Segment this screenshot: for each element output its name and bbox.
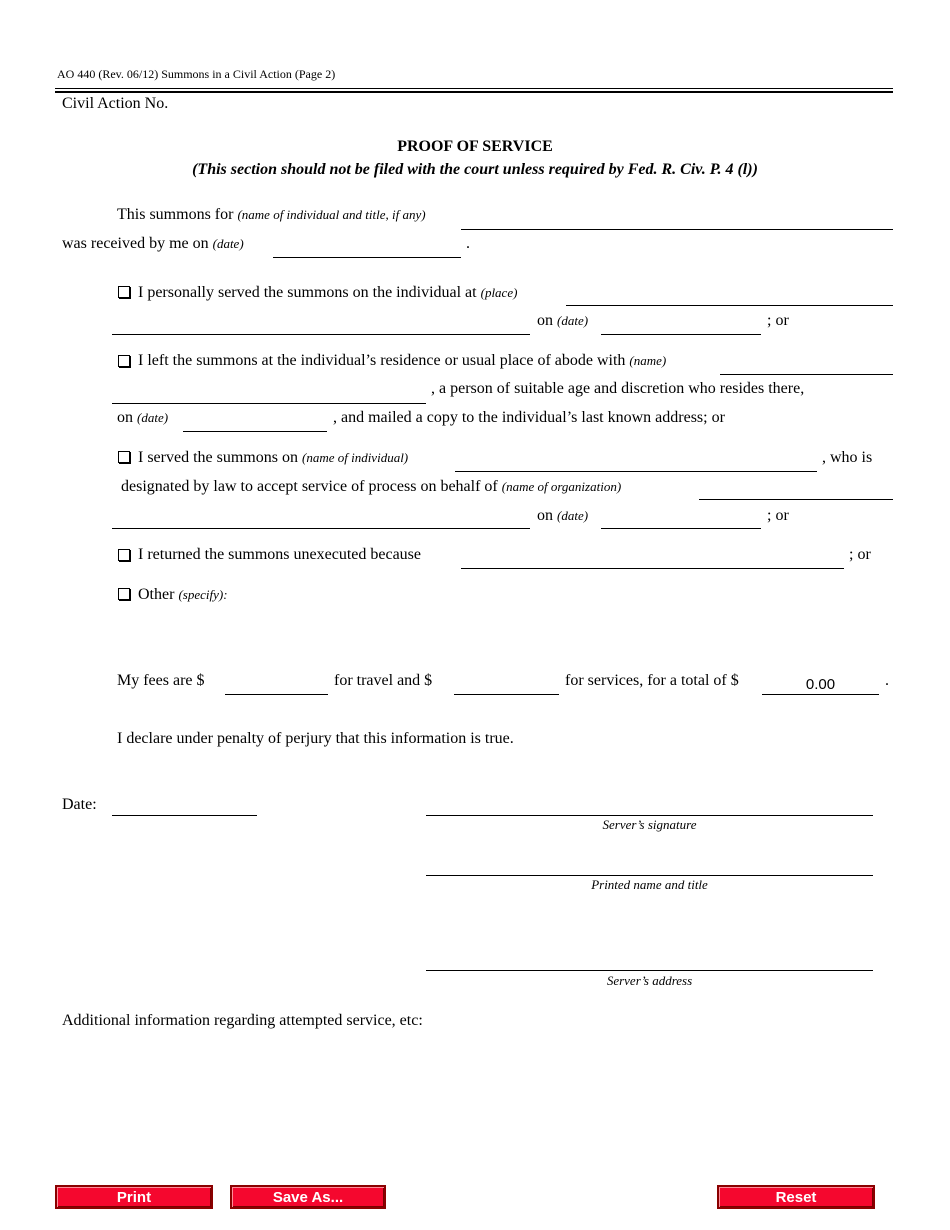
- printed-name-caption: Printed name and title: [591, 877, 708, 892]
- option1-on-label: on (date): [537, 312, 589, 329]
- header-rule-top: [55, 88, 893, 89]
- total-fee-value[interactable]: 0.00: [762, 674, 879, 695]
- returned-unexecuted-checkbox[interactable]: [118, 549, 130, 561]
- server-address-input[interactable]: [426, 905, 873, 971]
- option4-reason-input[interactable]: [461, 548, 844, 569]
- option3-or: ; or: [767, 507, 789, 524]
- received-by-label: was received by me on (date): [62, 235, 244, 252]
- print-button[interactable]: Print: [55, 1185, 213, 1209]
- option1-label: I personally served the summons on the individual at (place): [138, 284, 518, 301]
- option2-name-input[interactable]: [720, 354, 893, 375]
- option1-or: ; or: [767, 312, 789, 329]
- option3-label: I served the summons on (name of individual): [138, 449, 409, 466]
- travel-fee-input[interactable]: [225, 674, 328, 695]
- reset-button[interactable]: Reset: [717, 1185, 875, 1209]
- option3-individual-input[interactable]: [455, 451, 817, 472]
- civil-action-number-input[interactable]: [185, 93, 485, 113]
- option2-suitable-age-text: , a person of suitable age and discretion who resides there,: [431, 380, 805, 397]
- option2-mailed-text: , and mailed a copy to the individual’s last known address; or: [333, 409, 725, 426]
- option3-date-input[interactable]: [601, 508, 761, 529]
- page-subtitle: (This section should not be filed with the court unless required by Fed. R. Civ. P. 4 (l)): [192, 161, 758, 178]
- option5-label: Other (specify):: [138, 586, 228, 603]
- server-signature-caption: Server’s signature: [602, 817, 697, 832]
- other-specify-textarea[interactable]: [240, 584, 894, 638]
- option2-date-input[interactable]: [183, 411, 327, 432]
- option3-who-is: , who is: [822, 449, 873, 466]
- received-date-input[interactable]: [273, 237, 461, 258]
- additional-info-textarea[interactable]: [62, 1035, 896, 1169]
- option3-organization-input-2[interactable]: [112, 508, 530, 529]
- option3-on-label: on (date): [537, 507, 589, 524]
- personally-served-checkbox[interactable]: [118, 286, 130, 298]
- fees-label: My fees are $: [117, 672, 205, 689]
- option4-or: ; or: [849, 546, 871, 563]
- option1-date-input[interactable]: [601, 314, 761, 335]
- option1-place-input-2[interactable]: [112, 314, 530, 335]
- option2-label: I left the summons at the individual’s residence or usual place of abode with (name): [138, 352, 667, 369]
- option4-label: I returned the summons unexecuted because: [138, 546, 422, 563]
- date-label: Date:: [62, 796, 97, 813]
- civil-action-label: Civil Action No.: [62, 95, 169, 112]
- server-signature-input[interactable]: [426, 795, 873, 816]
- option2-name-input-2[interactable]: [112, 383, 426, 404]
- additional-info-label: Additional information regarding attempted service, etc:: [62, 1012, 423, 1029]
- services-total-label: for services, for a total of $: [565, 672, 739, 689]
- summons-for-label: This summons for (name of individual and title, if any): [117, 206, 426, 223]
- summons-for-input[interactable]: [461, 209, 893, 230]
- save-as-button[interactable]: Save As...: [230, 1185, 386, 1209]
- travel-label: for travel and $: [334, 672, 433, 689]
- perjury-declaration: I declare under penalty of perjury that this information is true.: [117, 730, 514, 747]
- server-address-caption: Server’s address: [606, 973, 693, 988]
- services-fee-input[interactable]: [454, 674, 559, 695]
- fees-period: .: [885, 672, 889, 689]
- option3-designated-label: designated by law to accept service of process on behalf of (name of organization): [121, 478, 622, 495]
- signature-date-input[interactable]: [112, 795, 257, 816]
- left-at-residence-checkbox[interactable]: [118, 355, 130, 367]
- other-checkbox[interactable]: [118, 588, 130, 600]
- form-id: AO 440 (Rev. 06/12) Summons in a Civil Action (Page 2): [57, 67, 336, 81]
- printed-name-input[interactable]: [426, 855, 873, 876]
- served-individual-checkbox[interactable]: [118, 451, 130, 463]
- page-title: PROOF OF SERVICE: [397, 138, 553, 155]
- received-period: .: [466, 235, 470, 252]
- option1-place-input[interactable]: [566, 285, 893, 306]
- option3-organization-input[interactable]: [699, 479, 893, 500]
- option2-on-label: on (date): [117, 409, 169, 426]
